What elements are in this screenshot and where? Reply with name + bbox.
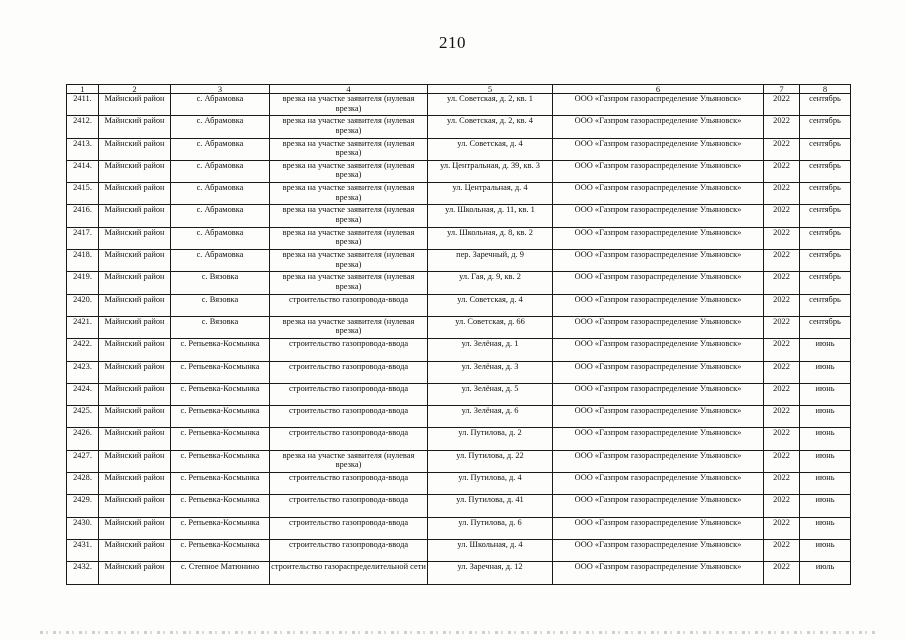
address-cell: ул. Советская, д. 2, кв. 4 — [428, 116, 553, 138]
month-cell: сентябрь — [800, 160, 851, 182]
column-number-row — [67, 85, 851, 94]
locality-cell: с. Абрамовка — [171, 160, 270, 182]
district-cell: Майнский район — [99, 383, 171, 405]
work-type-cell: строительство газопровода-ввода — [270, 473, 428, 495]
address-cell: ул. Школьная, д. 4 — [428, 539, 553, 561]
table-row — [67, 339, 851, 361]
table-row — [67, 383, 851, 405]
district-cell: Майнский район — [99, 473, 171, 495]
row-number-cell: 2414. — [67, 160, 99, 182]
month-cell: июнь — [800, 517, 851, 539]
district-cell: Майнский район — [99, 250, 171, 272]
organization-cell: ООО «Газпром газораспределение Ульяновск» — [553, 316, 764, 338]
work-type-cell: врезка на участке заявителя (нулевая врезка) — [270, 227, 428, 249]
gasification-table — [66, 84, 851, 585]
month-cell: июнь — [800, 406, 851, 428]
table-row — [67, 562, 851, 584]
work-type-cell: врезка на участке заявителя (нулевая врезка) — [270, 94, 428, 116]
address-cell: ул. Путилова, д. 41 — [428, 495, 553, 517]
organization-cell: ООО «Газпром газораспределение Ульяновск» — [553, 205, 764, 227]
organization-cell: ООО «Газпром газораспределение Ульяновск» — [553, 116, 764, 138]
row-number-cell: 2415. — [67, 183, 99, 205]
work-type-cell: строительство газопровода-ввода — [270, 294, 428, 316]
column-header: 3 — [171, 85, 270, 94]
month-cell: сентябрь — [800, 294, 851, 316]
row-number-cell: 2423. — [67, 361, 99, 383]
table-row — [67, 539, 851, 561]
address-cell: ул. Зелёная, д. 5 — [428, 383, 553, 405]
locality-cell: с. Репьевка-Космынка — [171, 428, 270, 450]
locality-cell: с. Абрамовка — [171, 205, 270, 227]
locality-cell: с. Абрамовка — [171, 250, 270, 272]
row-number-cell: 2418. — [67, 250, 99, 272]
row-number-cell: 2431. — [67, 539, 99, 561]
table-row — [67, 160, 851, 182]
district-cell: Майнский район — [99, 205, 171, 227]
year-cell: 2022 — [764, 316, 800, 338]
table-row — [67, 227, 851, 249]
row-number-cell: 2421. — [67, 316, 99, 338]
organization-cell: ООО «Газпром газораспределение Ульяновск» — [553, 539, 764, 561]
address-cell: пер. Заречный, д. 9 — [428, 250, 553, 272]
district-cell: Майнский район — [99, 361, 171, 383]
locality-cell: с. Абрамовка — [171, 183, 270, 205]
district-cell: Майнский район — [99, 428, 171, 450]
work-type-cell: врезка на участке заявителя (нулевая врезка) — [270, 183, 428, 205]
locality-cell: с. Абрамовка — [171, 227, 270, 249]
month-cell: сентябрь — [800, 227, 851, 249]
row-number-cell: 2422. — [67, 339, 99, 361]
district-cell: Майнский район — [99, 160, 171, 182]
month-cell: сентябрь — [800, 183, 851, 205]
month-cell: июнь — [800, 339, 851, 361]
organization-cell: ООО «Газпром газораспределение Ульяновск» — [553, 473, 764, 495]
district-cell: Майнский район — [99, 316, 171, 338]
year-cell: 2022 — [764, 138, 800, 160]
table-row — [67, 138, 851, 160]
district-cell: Майнский район — [99, 495, 171, 517]
address-cell: ул. Советская, д. 4 — [428, 138, 553, 160]
year-cell: 2022 — [764, 406, 800, 428]
locality-cell: с. Репьевка-Космынка — [171, 539, 270, 561]
address-cell: ул. Заречная, д. 12 — [428, 562, 553, 584]
table-row — [67, 205, 851, 227]
address-cell: ул. Зелёная, д. 3 — [428, 361, 553, 383]
row-number-cell: 2429. — [67, 495, 99, 517]
work-type-cell: строительство газопровода-ввода — [270, 406, 428, 428]
row-number-cell: 2430. — [67, 517, 99, 539]
address-cell: ул. Центральная, д. 39, кв. 3 — [428, 160, 553, 182]
month-cell: июнь — [800, 539, 851, 561]
table-row — [67, 116, 851, 138]
row-number-cell: 2424. — [67, 383, 99, 405]
year-cell: 2022 — [764, 361, 800, 383]
month-cell: июль — [800, 562, 851, 584]
column-header: 6 — [553, 85, 764, 94]
work-type-cell: врезка на участке заявителя (нулевая врезка) — [270, 450, 428, 472]
organization-cell: ООО «Газпром газораспределение Ульяновск» — [553, 294, 764, 316]
organization-cell: ООО «Газпром газораспределение Ульяновск» — [553, 138, 764, 160]
address-cell: ул. Центральная, д. 4 — [428, 183, 553, 205]
address-cell: ул. Гая, д. 9, кв. 2 — [428, 272, 553, 294]
locality-cell: с. Репьевка-Космынка — [171, 339, 270, 361]
work-type-cell: строительство газопровода-ввода — [270, 383, 428, 405]
year-cell: 2022 — [764, 339, 800, 361]
district-cell: Майнский район — [99, 562, 171, 584]
row-number-cell: 2420. — [67, 294, 99, 316]
column-header: 8 — [800, 85, 851, 94]
month-cell: сентябрь — [800, 205, 851, 227]
work-type-cell: строительство газораспределительной сети — [270, 562, 428, 584]
work-type-cell: строительство газопровода-ввода — [270, 428, 428, 450]
work-type-cell: строительство газопровода-ввода — [270, 361, 428, 383]
organization-cell: ООО «Газпром газораспределение Ульяновск» — [553, 406, 764, 428]
district-cell: Майнский район — [99, 294, 171, 316]
district-cell: Майнский район — [99, 406, 171, 428]
work-type-cell: врезка на участке заявителя (нулевая врезка) — [270, 250, 428, 272]
row-number-cell: 2426. — [67, 428, 99, 450]
column-header: 7 — [764, 85, 800, 94]
year-cell: 2022 — [764, 250, 800, 272]
work-type-cell: строительство газопровода-ввода — [270, 539, 428, 561]
organization-cell: ООО «Газпром газораспределение Ульяновск» — [553, 272, 764, 294]
district-cell: Майнский район — [99, 539, 171, 561]
year-cell: 2022 — [764, 116, 800, 138]
work-type-cell: врезка на участке заявителя (нулевая врезка) — [270, 316, 428, 338]
locality-cell: с. Абрамовка — [171, 116, 270, 138]
year-cell: 2022 — [764, 272, 800, 294]
locality-cell: с. Вязовка — [171, 316, 270, 338]
table-row — [67, 450, 851, 472]
organization-cell: ООО «Газпром газораспределение Ульяновск» — [553, 339, 764, 361]
year-cell: 2022 — [764, 294, 800, 316]
year-cell: 2022 — [764, 383, 800, 405]
locality-cell: с. Репьевка-Космынка — [171, 406, 270, 428]
address-cell: ул. Путилова, д. 6 — [428, 517, 553, 539]
work-type-cell: врезка на участке заявителя (нулевая врезка) — [270, 205, 428, 227]
work-type-cell: строительство газопровода-ввода — [270, 495, 428, 517]
organization-cell: ООО «Газпром газораспределение Ульяновск» — [553, 383, 764, 405]
year-cell: 2022 — [764, 160, 800, 182]
district-cell: Майнский район — [99, 138, 171, 160]
row-number-cell: 2417. — [67, 227, 99, 249]
month-cell: июнь — [800, 361, 851, 383]
locality-cell: с. Вязовка — [171, 294, 270, 316]
locality-cell: с. Репьевка-Космынка — [171, 361, 270, 383]
district-cell: Майнский район — [99, 94, 171, 116]
row-number-cell: 2425. — [67, 406, 99, 428]
address-cell: ул. Советская, д. 66 — [428, 316, 553, 338]
work-type-cell: врезка на участке заявителя (нулевая врезка) — [270, 116, 428, 138]
address-cell: ул. Советская, д. 4 — [428, 294, 553, 316]
address-cell: ул. Путилова, д. 22 — [428, 450, 553, 472]
address-cell: ул. Путилова, д. 4 — [428, 473, 553, 495]
month-cell: сентябрь — [800, 138, 851, 160]
work-type-cell: врезка на участке заявителя (нулевая врезка) — [270, 160, 428, 182]
organization-cell: ООО «Газпром газораспределение Ульяновск» — [553, 250, 764, 272]
table-row — [67, 316, 851, 338]
district-cell: Майнский район — [99, 517, 171, 539]
table-row — [67, 361, 851, 383]
locality-cell: с. Вязовка — [171, 272, 270, 294]
row-number-cell: 2427. — [67, 450, 99, 472]
month-cell: июнь — [800, 383, 851, 405]
address-cell: ул. Советская, д. 2, кв. 1 — [428, 94, 553, 116]
page-number: 210 — [439, 33, 466, 52]
district-cell: Майнский район — [99, 116, 171, 138]
address-cell: ул. Школьная, д. 11, кв. 1 — [428, 205, 553, 227]
table-row — [67, 250, 851, 272]
work-type-cell: строительство газопровода-ввода — [270, 517, 428, 539]
work-type-cell: строительство газопровода-ввода — [270, 339, 428, 361]
row-number-cell: 2419. — [67, 272, 99, 294]
month-cell: сентябрь — [800, 116, 851, 138]
table-row — [67, 517, 851, 539]
address-cell: ул. Школьная, д. 8, кв. 2 — [428, 227, 553, 249]
year-cell: 2022 — [764, 517, 800, 539]
locality-cell: с. Степное Матюнино — [171, 562, 270, 584]
organization-cell: ООО «Газпром газораспределение Ульяновск» — [553, 94, 764, 116]
row-number-cell: 2416. — [67, 205, 99, 227]
organization-cell: ООО «Газпром газораспределение Ульяновск» — [553, 227, 764, 249]
organization-cell: ООО «Газпром газораспределение Ульяновск» — [553, 517, 764, 539]
row-number-cell: 2432. — [67, 562, 99, 584]
month-cell: июнь — [800, 428, 851, 450]
scan-edge-artifact — [40, 631, 875, 634]
table-row — [67, 495, 851, 517]
month-cell: июнь — [800, 450, 851, 472]
year-cell: 2022 — [764, 473, 800, 495]
locality-cell: с. Абрамовка — [171, 138, 270, 160]
organization-cell: ООО «Газпром газораспределение Ульяновск» — [553, 160, 764, 182]
month-cell: июнь — [800, 495, 851, 517]
address-cell: ул. Путилова, д. 2 — [428, 428, 553, 450]
district-cell: Майнский район — [99, 183, 171, 205]
locality-cell: с. Репьевка-Космынка — [171, 473, 270, 495]
table-row — [67, 272, 851, 294]
work-type-cell: врезка на участке заявителя (нулевая врезка) — [270, 272, 428, 294]
year-cell: 2022 — [764, 539, 800, 561]
column-header: 5 — [428, 85, 553, 94]
locality-cell: с. Репьевка-Космынка — [171, 450, 270, 472]
row-number-cell: 2413. — [67, 138, 99, 160]
table-row — [67, 94, 851, 116]
month-cell: сентябрь — [800, 250, 851, 272]
year-cell: 2022 — [764, 227, 800, 249]
locality-cell: с. Репьевка-Космынка — [171, 517, 270, 539]
month-cell: сентябрь — [800, 316, 851, 338]
district-cell: Майнский район — [99, 339, 171, 361]
work-type-cell: врезка на участке заявителя (нулевая врезка) — [270, 138, 428, 160]
column-header: 1 — [67, 85, 99, 94]
year-cell: 2022 — [764, 495, 800, 517]
organization-cell: ООО «Газпром газораспределение Ульяновск» — [553, 562, 764, 584]
year-cell: 2022 — [764, 205, 800, 227]
year-cell: 2022 — [764, 562, 800, 584]
column-header: 4 — [270, 85, 428, 94]
table-row — [67, 428, 851, 450]
year-cell: 2022 — [764, 94, 800, 116]
locality-cell: с. Абрамовка — [171, 94, 270, 116]
district-cell: Майнский район — [99, 227, 171, 249]
address-cell: ул. Зелёная, д. 1 — [428, 339, 553, 361]
address-cell: ул. Зелёная, д. 6 — [428, 406, 553, 428]
year-cell: 2022 — [764, 428, 800, 450]
table-row — [67, 183, 851, 205]
organization-cell: ООО «Газпром газораспределение Ульяновск» — [553, 428, 764, 450]
district-cell: Майнский район — [99, 450, 171, 472]
table-row — [67, 406, 851, 428]
locality-cell: с. Репьевка-Космынка — [171, 383, 270, 405]
month-cell: сентябрь — [800, 94, 851, 116]
organization-cell: ООО «Газпром газораспределение Ульяновск» — [553, 495, 764, 517]
locality-cell: с. Репьевка-Космынка — [171, 495, 270, 517]
district-cell: Майнский район — [99, 272, 171, 294]
row-number-cell: 2412. — [67, 116, 99, 138]
column-header: 2 — [99, 85, 171, 94]
row-number-cell: 2411. — [67, 94, 99, 116]
year-cell: 2022 — [764, 450, 800, 472]
row-number-cell: 2428. — [67, 473, 99, 495]
organization-cell: ООО «Газпром газораспределение Ульяновск» — [553, 361, 764, 383]
month-cell: сентябрь — [800, 272, 851, 294]
year-cell: 2022 — [764, 183, 800, 205]
table-row — [67, 294, 851, 316]
organization-cell: ООО «Газпром газораспределение Ульяновск» — [553, 450, 764, 472]
month-cell: июнь — [800, 473, 851, 495]
organization-cell: ООО «Газпром газораспределение Ульяновск» — [553, 183, 764, 205]
table-row — [67, 473, 851, 495]
